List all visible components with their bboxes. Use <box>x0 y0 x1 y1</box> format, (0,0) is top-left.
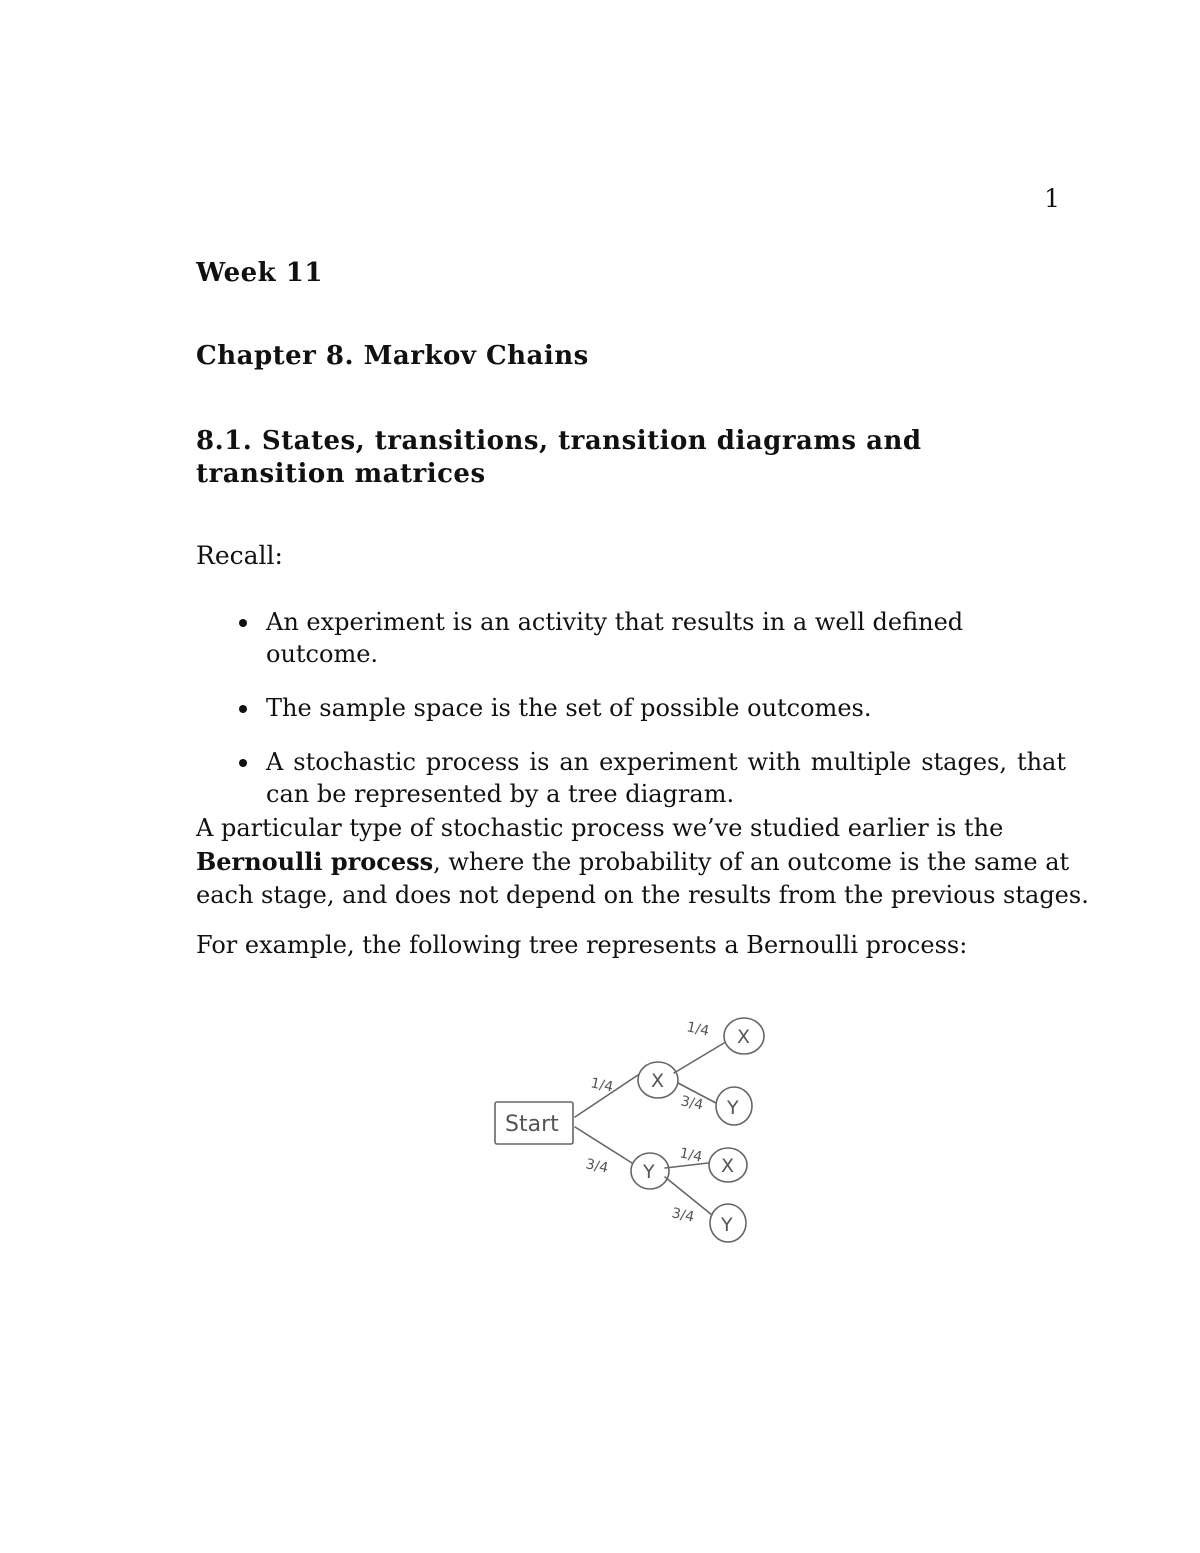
node-y1-label: Y <box>643 1161 655 1183</box>
bullet-icon <box>239 619 247 627</box>
bernoulli-paragraph <box>196 812 1096 912</box>
prob-x-y: 3/4 <box>679 1093 705 1114</box>
definition-list <box>236 606 1066 832</box>
list-item-text: The sample space is the set of possible outcomes. <box>266 694 872 722</box>
list-item <box>236 606 1066 670</box>
start-label: Start <box>505 1112 559 1137</box>
node-yy-label: Y <box>721 1214 733 1236</box>
recall-label: Recall: <box>196 541 283 570</box>
bernoulli-text-after: , where the probability of an outcome is the same at each stage, and does not depend on the results from the previous stages. <box>196 848 1089 909</box>
node-xy-label: Y <box>727 1097 739 1119</box>
node-yx-label: X <box>721 1155 735 1177</box>
edge-x-x <box>674 1043 724 1073</box>
prob-y-y: 3/4 <box>670 1205 696 1226</box>
prob-y-x: 1/4 <box>678 1145 704 1166</box>
node-x1-label: X <box>651 1070 665 1092</box>
section-heading: 8.1. States, transitions, transition diagrams and transition matrices <box>196 426 922 489</box>
list-item <box>236 692 1066 724</box>
example-paragraph: For example, the following tree represents a Bernoulli process: <box>196 931 968 959</box>
bullet-icon <box>239 759 247 767</box>
chapter-heading: Chapter 8. Markov Chains <box>196 341 589 371</box>
tree-diagram-svg <box>480 1005 780 1260</box>
page-number: 1 <box>1044 184 1060 213</box>
bullet-icon <box>239 705 247 713</box>
edge-y-x <box>665 1163 708 1168</box>
week-heading: Week 11 <box>196 258 323 288</box>
list-item <box>236 746 1066 810</box>
bernoulli-text-before: A particular type of stochastic process we’ve studied earlier is the <box>196 814 1004 842</box>
prob-start-y: 3/4 <box>584 1156 610 1177</box>
node-xx-label: X <box>737 1026 751 1048</box>
list-item-text: A stochastic process is an experiment with multiple stages, that can be represented by a tree diagram. <box>266 748 1066 808</box>
prob-start-x: 1/4 <box>589 1075 615 1096</box>
edge-start-y <box>575 1127 632 1163</box>
bernoulli-term: Bernoulli process <box>196 847 434 876</box>
list-item-text: An experiment is an activity that results in a well defined outcome. <box>266 608 964 668</box>
prob-x-x: 1/4 <box>685 1019 711 1040</box>
tree-diagram <box>480 1005 780 1260</box>
